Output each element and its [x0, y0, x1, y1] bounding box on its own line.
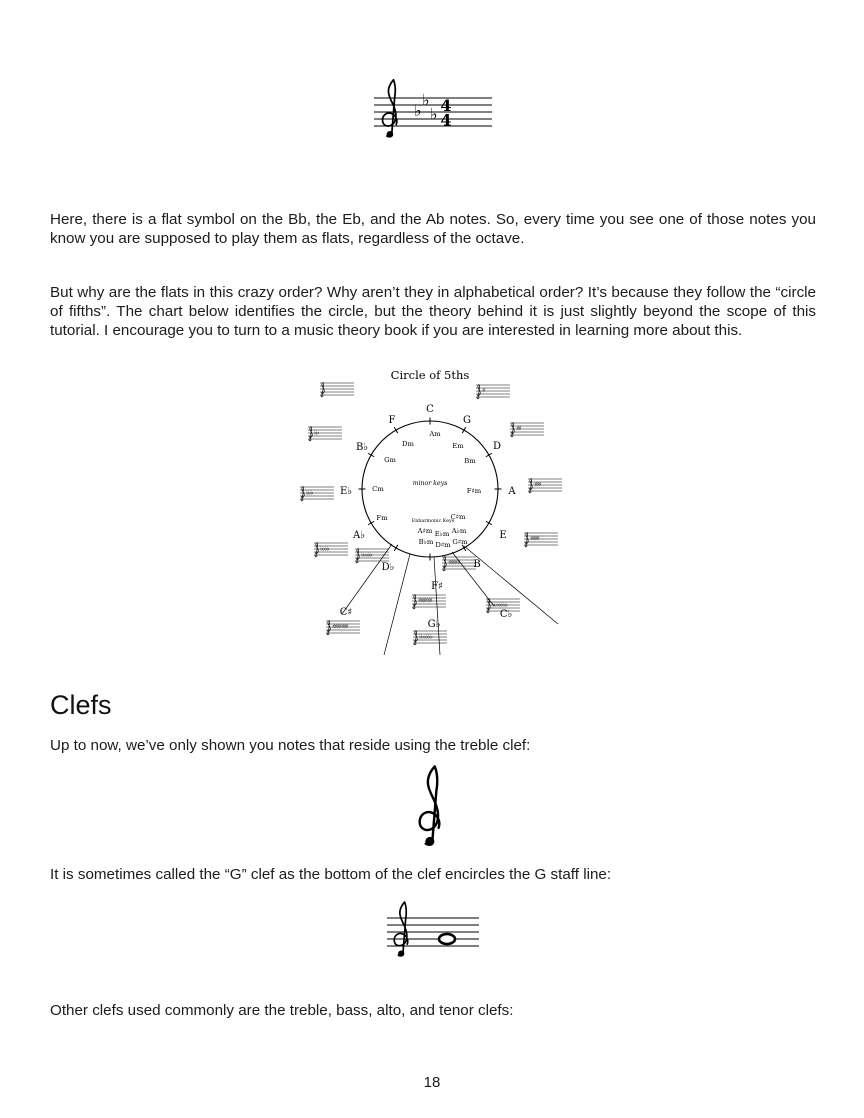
circle-tick [368, 521, 374, 525]
mini-treble-clef-icon [487, 599, 490, 613]
flat-sign-e: ♭ [422, 90, 430, 110]
minor-keys-label: minor keys [412, 480, 448, 487]
key-signature-accidentals: ♭♭♭♭♭♭♭ [492, 600, 508, 609]
flat-sign-a: ♭ [430, 104, 438, 124]
treble-clef-icon [394, 902, 408, 957]
major-key-label: F♯ [431, 581, 443, 592]
minor-key-label: E♭m [434, 530, 450, 538]
minor-key-label: C♯m [450, 513, 466, 521]
circle-tick [486, 453, 492, 457]
mini-treble-clef-icon [525, 533, 528, 547]
circle-tick [368, 453, 374, 457]
mini-treble-clef-icon [529, 479, 532, 493]
mini-treble-clef-icon [321, 383, 324, 397]
key-signature-figure [368, 78, 498, 166]
circle-tick [394, 427, 398, 433]
mini-staff-Cs [326, 621, 360, 635]
minor-key-label: F♯m [466, 487, 482, 495]
time-signature-bottom: 4 [440, 110, 452, 130]
mini-staff-E [524, 533, 558, 547]
mini-treble-clef-icon [301, 487, 304, 501]
mini-treble-clef-icon [511, 423, 514, 437]
major-key-label: D♭ [381, 562, 395, 573]
minor-key-label: Fm [376, 514, 388, 522]
mini-treble-clef-icon [315, 543, 318, 557]
mini-staff-D [510, 423, 544, 437]
mini-staff-Eb [300, 487, 334, 501]
mini-staff-C [320, 383, 354, 397]
major-key-label: C♯ [339, 607, 353, 618]
minor-key-label: G♯m [452, 538, 468, 546]
paragraph-treble-intro: Up to now, we’ve only shown you notes that reside using the treble clef: [50, 737, 531, 754]
enharmonic-spoke-line [434, 557, 440, 655]
mini-treble-clef-icon [413, 595, 416, 609]
key-signature-accidentals: ♯♯♯♯♯♯♯ [332, 622, 348, 631]
mini-staff-Gb [413, 631, 447, 645]
key-signature-accidentals: ♭♭ [314, 428, 319, 437]
minor-key-label: D♯m [435, 541, 451, 549]
minor-key-label: Bm [464, 457, 476, 465]
major-key-label: A [508, 486, 516, 497]
circle-of-fifths-diagram [262, 366, 602, 666]
mini-staff-A [528, 479, 562, 493]
major-key-label: F [388, 415, 396, 426]
minor-key-label: Em [452, 442, 464, 450]
circle-tick [394, 545, 398, 551]
treble-clef-icon [383, 80, 397, 138]
circle-tick [486, 521, 492, 525]
minor-key-label: B♭m [418, 538, 434, 546]
mini-staff-Fs [412, 595, 446, 609]
mini-treble-clef-icon [414, 631, 417, 645]
major-key-label: B♭ [355, 442, 369, 453]
staff-lines [387, 918, 479, 946]
key-signature-accidentals: ♭♭♭♭♭ [361, 550, 372, 559]
key-signature-accidentals: ♯♯♯♯♯ [448, 558, 460, 567]
diagram-title: Circle of 5ths [390, 368, 470, 382]
whole-note [439, 934, 455, 944]
mini-staff-G [476, 385, 510, 399]
major-key-label: C♭ [499, 609, 513, 620]
minor-key-label: A♭m [451, 527, 467, 535]
minor-key-label: Am [429, 430, 441, 438]
mini-treble-clef-icon [327, 621, 330, 635]
page-number: 18 [423, 1074, 441, 1091]
key-signature-accidentals: ♯ [482, 386, 485, 395]
key-signature-accidentals: ♯♯♯♯♯♯ [418, 596, 432, 605]
treble-clef-figure [412, 762, 450, 849]
major-key-label: G♭ [427, 619, 441, 630]
paragraph-other-clefs: Other clefs used commonly are the treble, bass, alto, and tenor clefs: [50, 1002, 514, 1019]
major-key-label: C [426, 404, 434, 415]
mini-staff-B [442, 557, 476, 571]
key-signature-accidentals: ♭♭♭ [306, 488, 313, 497]
paragraph-g-clef: It is sometimes called the “G” clef as the bottom of the clef encircles the G staff line: [50, 866, 612, 883]
minor-key-label: A♯m [417, 527, 433, 535]
treble-clef-icon [420, 767, 440, 846]
minor-key-label: Gm [384, 456, 396, 464]
enharmonic-keys-label: Enharmonic Keys [411, 519, 455, 524]
key-signature-accidentals: ♭♭♭♭ [320, 544, 329, 553]
mini-staff-Ab [314, 543, 348, 557]
paragraph-circle-intro: But why are the flats in this crazy order? Why aren’t they in alphabetical order? It’s because they follow the “circle of fifths”. The chart below identifies the circle, but the theory behind it is just slightly beyond the scope of this tutorial. I encourage you to turn to a music theory book if you are interested in learning more about this. [50, 284, 816, 339]
time-signature-top: 4 [440, 96, 452, 115]
circle-tick [462, 427, 466, 433]
key-signature-accidentals: ♯♯♯♯ [530, 534, 539, 543]
g-clef-staff-figure [383, 896, 483, 976]
major-key-label: A♭ [353, 530, 365, 541]
minor-key-label: Cm [372, 485, 384, 493]
mini-treble-clef-icon [309, 427, 312, 441]
major-key-label: G [463, 415, 471, 426]
major-key-label: E [499, 530, 507, 541]
mini-staff-Bb [308, 427, 342, 441]
major-key-label: B [473, 559, 481, 570]
mini-treble-clef-icon [443, 557, 446, 571]
key-signature-accidentals: ♭♭♭♭♭♭ [419, 632, 432, 641]
minor-key-label: Dm [402, 440, 414, 448]
key-signature-accidentals: ♯♯ [516, 424, 521, 433]
flat-sign-b: ♭ [414, 101, 422, 120]
paragraph-flats: Here, there is a flat symbol on the Bb, the Eb, and the Ab notes. So, every time you see one of those notes you know you are supposed to play them as flats, regardless of the octave. [50, 211, 816, 247]
section-heading-clefs: Clefs [50, 690, 112, 720]
mini-treble-clef-icon [356, 549, 359, 563]
major-key-label: E♭ [339, 486, 353, 497]
mini-treble-clef-icon [477, 385, 480, 399]
major-key-label: D [492, 441, 502, 452]
key-signature-accidentals: ♯♯♯ [534, 480, 541, 489]
